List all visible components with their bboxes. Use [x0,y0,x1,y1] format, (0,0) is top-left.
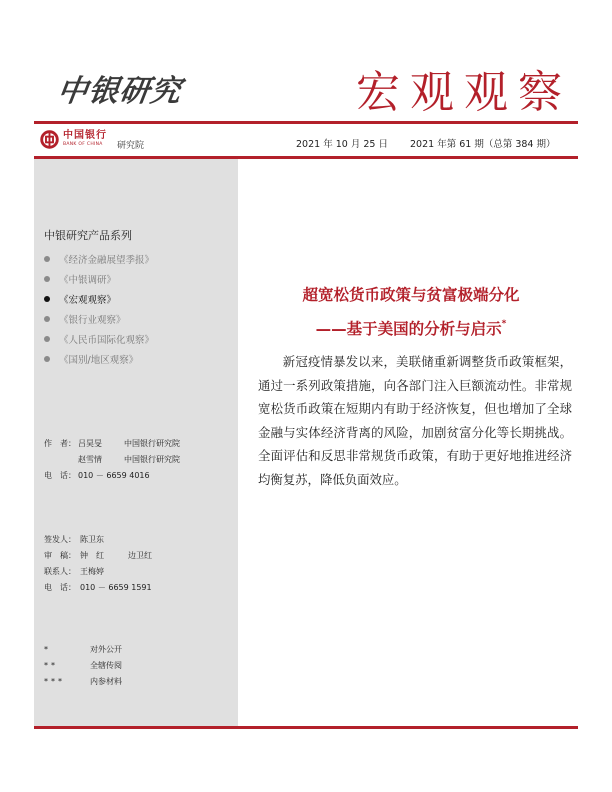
product-list [44,249,154,369]
publish-date: 2021 年 10 月 25 日 [296,139,388,150]
reviewer-name: 钟 红 [80,550,104,560]
bullet-icon [44,296,50,302]
products-title: 中银研究产品系列 [44,229,132,242]
author-block [44,435,180,483]
bank-name-cn: 中国银行 [63,130,107,142]
signer-label: 签发人： [44,534,76,544]
institute-name: 研究院 [117,141,145,151]
product-item [44,329,154,349]
product-label: 《银行业观察》 [59,315,126,326]
sidebar [34,159,238,727]
article-abstract: 新冠疫情暴发以来，美联储重新调整货币政策框架，通过一系列政策措施，向各部门注入巨额流动性。非常规宽松货币政策在短期内有助于经济恢复，但也增加了全球金融与实体经济背离的风险，加剧贫富分化等长期挑战。全面评估和反思非常规货币政策，有助于更好地推进经济均衡复苏，降低负面效应。 [258,354,572,487]
level-stars: ** [44,660,58,670]
product-item [44,309,154,329]
level-stars: * [44,644,51,654]
product-label: 《中银调研》 [59,275,117,286]
product-item [44,269,154,289]
author-label: 作 者： [44,438,76,448]
phone-label: 电 话： [44,470,76,480]
author-phone: 010 － 6659 4016 [78,470,150,480]
author-org: 中国银行研究院 [124,438,180,448]
bank-of-china-icon [40,130,59,149]
bottom-divider [34,726,578,729]
article-title: 超宽松货币政策与贫富极端分化 [302,286,520,304]
bullet-icon [44,256,50,262]
brand-calligraphy-logo: 中银研究 [55,74,184,109]
product-label: 《人民币国际化观察》 [59,335,155,346]
author-name: 赵雪情 [78,454,102,464]
product-item [44,349,154,369]
bullet-icon [44,356,50,362]
product-label: 《国别/地区观察》 [59,355,139,366]
sign-block [44,531,152,595]
top-divider [34,121,578,124]
phone-label: 电 话： [44,582,76,592]
bullet-icon [44,276,50,282]
reviewer-label: 审 稿： [44,550,76,560]
product-label: 《宏观观察》 [59,295,117,306]
contact-name: 王梅婷 [80,566,104,576]
product-label: 《经济金融展望季报》 [59,255,155,266]
bank-name-en: BANK OF CHINA [63,142,103,148]
series-title: 宏观观察 [356,67,572,118]
footnote-mark: * [501,319,507,329]
product-item-active [44,289,154,309]
author-org: 中国银行研究院 [124,454,180,464]
level-stars: *** [44,676,65,686]
article-subtitle [246,317,576,339]
issue-number: 2021 年第 61 期（总第 384 期） [410,139,556,150]
level-label: 对外公开 [90,644,122,654]
distribution-levels [44,641,122,689]
subtitle-text: ——基于美国的分析与启示 [315,320,502,338]
contact-phone: 010 － 6659 1591 [80,582,152,592]
bank-logo [40,130,107,149]
bullet-icon [44,336,50,342]
reviewer-name: 边卫红 [128,550,152,560]
level-label: 全辖传阅 [90,660,122,670]
level-label: 内参材料 [90,676,122,686]
author-name: 吕昊旻 [78,438,102,448]
product-item [44,249,154,269]
contact-label: 联系人： [44,566,76,576]
bullet-icon [44,316,50,322]
signer-name: 陈卫东 [80,534,104,544]
